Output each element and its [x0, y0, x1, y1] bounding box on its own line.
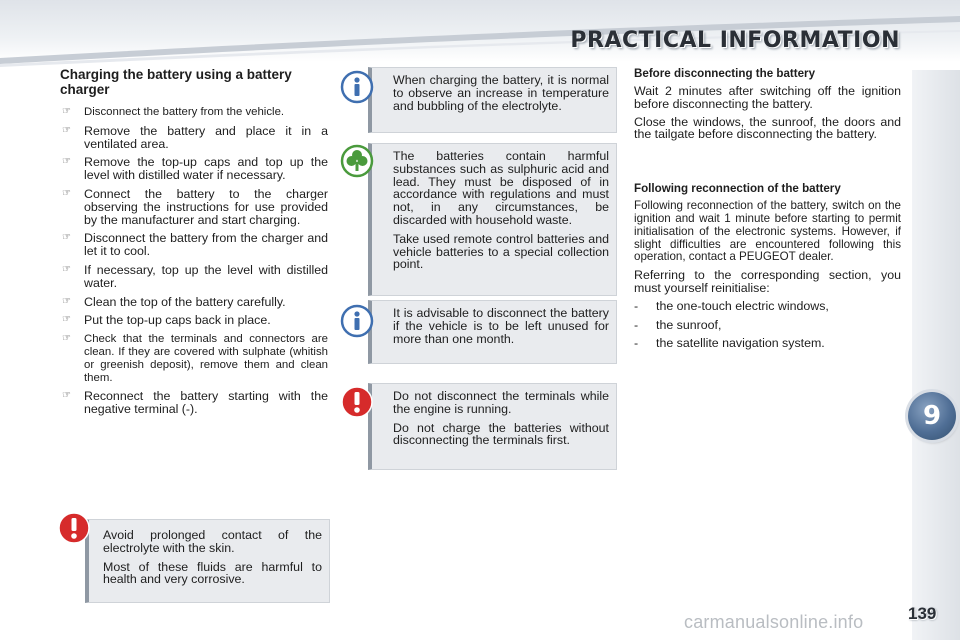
page-title: PRACTICAL INFORMATION: [570, 28, 900, 53]
hand-pointer-icon: ☞: [62, 263, 71, 275]
list-item: ☞ Disconnect the battery from the vehicle.: [62, 106, 285, 118]
hand-pointer-icon: ☞: [62, 333, 71, 345]
watermark: carmanualsonline.info: [684, 612, 864, 632]
environment-box: The batteries contain harmful substances such as sulphuric acid and lead. They must be disposed of in accordance with regulations and must not, in any circumstances, be discarded with household waste. Take used remote control batteries and vehicle batteries to a special collection point.: [368, 143, 617, 296]
info-icon: [340, 70, 374, 104]
list-item: ☞ Remove the battery and place it in a ventilated area.: [62, 123, 328, 151]
page-number: 139: [908, 604, 937, 623]
hand-pointer-icon: ☞: [62, 187, 71, 199]
list-item: ☞ Disconnect the battery from the charger and let it to cool.: [62, 231, 328, 259]
list-item: ☞ Connect the battery to the charger observing the instructions for use provided by the manufacturer and start charging.: [62, 186, 328, 227]
paragraph: Following reconnection of the battery, switch on the ignition and wait 1 minute before starting to permit initialisation of the electronic systems. However, if slight difficulties are encountered following this operation, contact a PEUGEOT dealer.: [634, 199, 901, 264]
hand-pointer-icon: ☞: [62, 390, 71, 402]
chapter-badge: 9: [908, 392, 956, 440]
list-item: - the satellite navigation system.: [634, 336, 825, 351]
list-item: ☞ Put the top-up caps back in place.: [62, 313, 271, 328]
list-item: ☞ If necessary, top up the level with distilled water.: [62, 262, 328, 290]
right-column: [634, 67, 901, 356]
warning-box-electrolyte: Avoid prolonged contact of the electrolyte with the skin. Most of these fluids are harmful to health and very corrosive.: [85, 519, 330, 603]
hand-pointer-icon: ☞: [62, 314, 71, 326]
hand-pointer-icon: ☞: [62, 295, 71, 307]
section-heading: Charging the battery using a battery charger: [60, 67, 292, 97]
info-box-unused: It is advisable to disconnect the battery if the vehicle is to be left unused for more than one month.: [368, 300, 617, 364]
list-item: ☞ Check that the terminals and connectors are clean. If they are covered with sulphate (whitish or greenish deposit), remove them and clean them.: [62, 333, 328, 384]
side-strip: [912, 70, 960, 640]
hand-pointer-icon: ☞: [62, 124, 71, 136]
before-disconnecting-heading: Before disconnecting the battery: [634, 67, 816, 80]
tree-icon: [340, 144, 374, 178]
paragraph: Close the windows, the sunroof, the doors and the tailgate before disconnecting the battery.: [634, 114, 901, 142]
list-item: - the sunroof,: [634, 317, 722, 332]
left-column: [60, 67, 328, 422]
list-item: ☞ Clean the top of the battery carefully.: [62, 294, 286, 309]
list-item: ☞ Reconnect the battery starting with the negative terminal (-).: [62, 389, 328, 417]
list-item: ☞ Remove the top-up caps and top up the level with distilled water if necessary.: [62, 155, 328, 183]
warning-icon: [57, 511, 91, 545]
reinitialise-list: [634, 300, 901, 350]
warning-icon: [340, 385, 374, 419]
hand-pointer-icon: ☞: [62, 106, 71, 117]
paragraph: Wait 2 minutes after switching off the ignition before disconnecting the battery.: [634, 84, 901, 111]
hand-pointer-icon: ☞: [62, 156, 71, 168]
info-icon: [340, 304, 374, 338]
warning-box-terminals: Do not disconnect the terminals while the engine is running. Do not charge the batteries without disconnecting the terminals first.: [368, 383, 617, 470]
following-reconnection-heading: Following reconnection of the battery: [634, 182, 841, 196]
charging-steps: [60, 106, 328, 416]
list-item: - the one-touch electric windows,: [634, 298, 829, 313]
info-box-electrolyte: When charging the battery, it is normal to observe an increase in temperature and bubbling of the electrolyte.: [368, 67, 617, 133]
paragraph: Referring to the corresponding section, you must yourself reinitialise:: [634, 268, 901, 295]
hand-pointer-icon: ☞: [62, 232, 71, 244]
